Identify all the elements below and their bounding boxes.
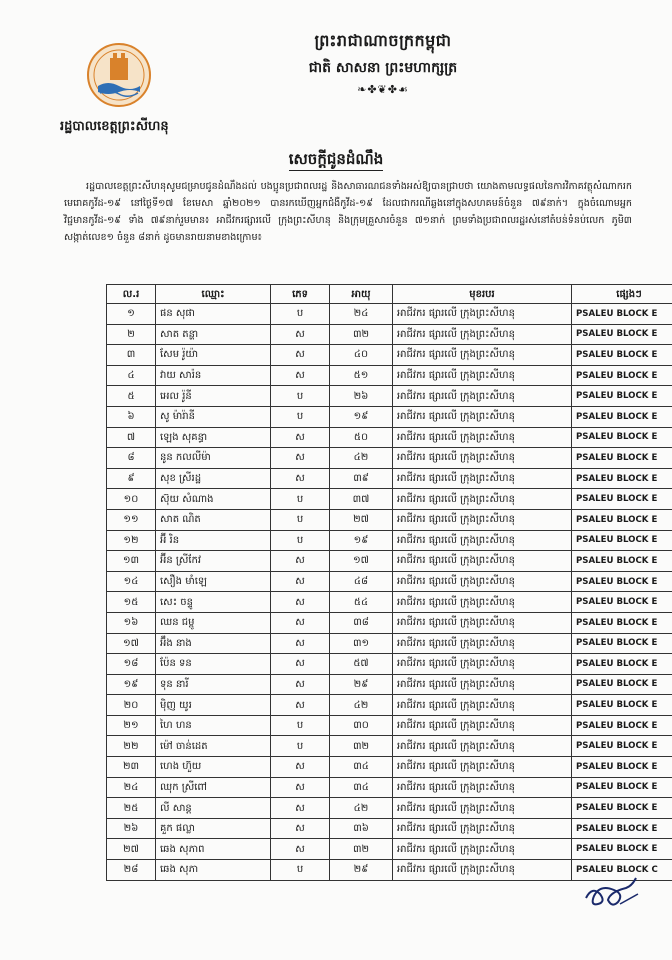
cell-other: PSALEU BLOCK E [572, 654, 672, 675]
cell-name: សាត ណិត [156, 509, 271, 530]
cell-sex: ស [271, 551, 330, 572]
cell-other: PSALEU BLOCK E [572, 551, 672, 572]
signature [580, 864, 640, 914]
cell-other: PSALEU BLOCK E [572, 509, 672, 530]
cell-occupation: អាជីវករ ផ្សារលើ ក្រុងព្រះសីហនុ [393, 798, 572, 819]
cell-occupation: អាជីវករ ផ្សារលើ ក្រុងព្រះសីហនុ [393, 304, 572, 325]
cell-occupation: អាជីវករ ផ្សារលើ ក្រុងព្រះសីហនុ [393, 674, 572, 695]
cell-no: ១៨ [107, 654, 156, 675]
cell-other: PSALEU BLOCK E [572, 839, 672, 860]
cell-age: ៤៨ [330, 571, 393, 592]
table-row [107, 612, 672, 633]
cell-age: ៣២ [330, 324, 393, 345]
cell-occupation: អាជីវករ ផ្សារលើ ក្រុងព្រះសីហនុ [393, 530, 572, 551]
cell-no: ១ [107, 304, 156, 325]
cell-no: ១៧ [107, 633, 156, 654]
cell-occupation: អាជីវករ ផ្សារលើ ក្រុងព្រះសីហនុ [393, 386, 572, 407]
cell-other: PSALEU BLOCK E [572, 715, 672, 736]
cell-other: PSALEU BLOCK E [572, 777, 672, 798]
cell-no: ១១ [107, 509, 156, 530]
kingdom-heading: ព្រះរាជាណាចក្រកម្ពុជា [314, 31, 452, 50]
cell-age: ៤២ [330, 695, 393, 716]
cell-age: ៣៤ [330, 757, 393, 778]
table-row [107, 818, 672, 839]
cell-sex: ស [271, 365, 330, 386]
table-row [107, 551, 672, 572]
cell-other: PSALEU BLOCK E [572, 798, 672, 819]
cell-name: ស៊ុយ សំណាង [156, 489, 271, 510]
cell-name: សាត តន្ហា [156, 324, 271, 345]
table-row [107, 365, 672, 386]
cell-name: អេល រ៉ូនី [156, 386, 271, 407]
cell-other: PSALEU BLOCK E [572, 406, 672, 427]
cell-name: សឿង មាំឡេ [156, 571, 271, 592]
table-row [107, 304, 672, 325]
cell-occupation: អាជីវករ ផ្សារលើ ក្រុងព្រះសីហនុ [393, 736, 572, 757]
table-row [107, 406, 672, 427]
cell-no: ២៥ [107, 798, 156, 819]
cell-age: ៣២ [330, 839, 393, 860]
cell-no: ១២ [107, 530, 156, 551]
cell-occupation: អាជីវករ ផ្សារលើ ក្រុងព្រះសីហនុ [393, 468, 572, 489]
cell-other: PSALEU BLOCK E [572, 304, 672, 325]
cell-age: ៣៨ [330, 612, 393, 633]
cell-name: សុខ ស្រីរដ្ឋ [156, 468, 271, 489]
cell-no: ១៣ [107, 551, 156, 572]
cell-sex: ប [271, 860, 330, 881]
cell-no: ២៨ [107, 860, 156, 881]
cell-sex: ស [271, 798, 330, 819]
issuing-authority: រដ្ឋបាលខេត្តព្រះសីហនុ [60, 119, 169, 134]
cell-no: ៣ [107, 345, 156, 366]
table-row [107, 448, 672, 469]
cell-age: ៥១ [330, 365, 393, 386]
cell-other: PSALEU BLOCK E [572, 757, 672, 778]
col-header-name: ឈ្មោះ [156, 285, 271, 304]
cell-occupation: អាជីវករ ផ្សារលើ ក្រុងព្រះសីហនុ [393, 345, 572, 366]
cell-sex: ស [271, 695, 330, 716]
cell-no: ៦ [107, 406, 156, 427]
cell-no: ២៣ [107, 757, 156, 778]
cell-name: សូ ម៉ារ៉ានី [156, 406, 271, 427]
cell-no: ៨ [107, 448, 156, 469]
cell-sex: ស [271, 468, 330, 489]
national-motto: ជាតិ សាសនា ព្រះមហាក្សត្រ [308, 60, 458, 76]
cell-no: ១០ [107, 489, 156, 510]
cell-age: ៣២ [330, 736, 393, 757]
cell-age: ៣៧ [330, 489, 393, 510]
cell-name: ឈុក ស្រីពៅ [156, 777, 271, 798]
cell-sex: ស [271, 324, 330, 345]
cell-name: ឈន ជម្ពូ [156, 612, 271, 633]
cell-name: ប៉ែន ទន [156, 654, 271, 675]
cell-age: ៤២ [330, 798, 393, 819]
cell-no: ៩ [107, 468, 156, 489]
cell-occupation: អាជីវករ ផ្សារលើ ក្រុងព្រះសីហនុ [393, 427, 572, 448]
cell-sex: ប [271, 386, 330, 407]
cell-sex: ស [271, 448, 330, 469]
cell-occupation: អាជីវករ ផ្សារលើ ក្រុងព្រះសីហនុ [393, 654, 572, 675]
table-header-row [107, 285, 672, 304]
cell-other: PSALEU BLOCK E [572, 489, 672, 510]
cell-age: ៣០ [330, 715, 393, 736]
cell-other: PSALEU BLOCK E [572, 530, 672, 551]
cell-name: អ៊ីន ស្រីកែវ [156, 551, 271, 572]
cell-no: ១៦ [107, 612, 156, 633]
cell-no: ១៥ [107, 592, 156, 613]
cell-occupation: អាជីវករ ផ្សារលើ ក្រុងព្រះសីហនុ [393, 509, 572, 530]
cell-sex: ស [271, 839, 330, 860]
cell-name: ឆេង សុភាព [156, 839, 271, 860]
cell-occupation: អាជីវករ ផ្សារលើ ក្រុងព្រះសីហនុ [393, 448, 572, 469]
cell-age: ៤០ [330, 345, 393, 366]
table-row [107, 530, 672, 551]
table-row [107, 509, 672, 530]
cell-sex: ប [271, 736, 330, 757]
cell-no: ៥ [107, 386, 156, 407]
cell-sex: ស [271, 757, 330, 778]
cell-other: PSALEU BLOCK E [572, 345, 672, 366]
cell-occupation: អាជីវករ ផ្សារលើ ក្រុងព្រះសីហនុ [393, 489, 572, 510]
cell-name: អ៊ី រិន [156, 530, 271, 551]
table-row [107, 324, 672, 345]
cell-other: PSALEU BLOCK E [572, 695, 672, 716]
cell-sex: ស [271, 612, 330, 633]
cell-occupation: អាជីវករ ផ្សារលើ ក្រុងព្រះសីហនុ [393, 757, 572, 778]
cell-sex: ស [271, 674, 330, 695]
table-row [107, 571, 672, 592]
cell-other: PSALEU BLOCK E [572, 592, 672, 613]
cell-other: PSALEU BLOCK E [572, 324, 672, 345]
table-row [107, 777, 672, 798]
cell-no: ២១ [107, 715, 156, 736]
cell-age: ៤២ [330, 448, 393, 469]
cell-no: ២៦ [107, 818, 156, 839]
cell-sex: ប [271, 530, 330, 551]
cell-age: ១៩ [330, 530, 393, 551]
cell-name: ម៉ិញ យូរ [156, 695, 271, 716]
cell-no: ២២ [107, 736, 156, 757]
cell-age: ៣៦ [330, 818, 393, 839]
cell-occupation: អាជីវករ ផ្សារលើ ក្រុងព្រះសីហនុ [393, 839, 572, 860]
cell-occupation: អាជីវករ ផ្សារលើ ក្រុងព្រះសីហនុ [393, 860, 572, 881]
case-table [106, 284, 672, 881]
cell-other: PSALEU BLOCK E [572, 736, 672, 757]
table-row [107, 592, 672, 613]
provincial-logo [86, 42, 152, 108]
cell-age: ៥៤ [330, 592, 393, 613]
table-row [107, 654, 672, 675]
table-row [107, 736, 672, 757]
cell-occupation: អាជីវករ ផ្សារលើ ក្រុងព្រះសីហនុ [393, 551, 572, 572]
cell-name: ហេង ហ៊ួយ [156, 757, 271, 778]
cell-occupation: អាជីវករ ផ្សារលើ ក្រុងព្រះសីហនុ [393, 633, 572, 654]
cell-no: ២ [107, 324, 156, 345]
table-row [107, 839, 672, 860]
cell-age: ៥០ [330, 427, 393, 448]
cell-other: PSALEU BLOCK E [572, 386, 672, 407]
cell-sex: ប [271, 489, 330, 510]
cell-no: ២៧ [107, 839, 156, 860]
cell-occupation: អាជីវករ ផ្សារលើ ក្រុងព្រះសីហនុ [393, 406, 572, 427]
cell-sex: ប [271, 715, 330, 736]
cell-occupation: អាជីវករ ផ្សារលើ ក្រុងព្រះសីហនុ [393, 777, 572, 798]
cell-age: ៥៧ [330, 654, 393, 675]
cell-other: PSALEU BLOCK E [572, 365, 672, 386]
cell-name: ឡេង សុគន្ធា [156, 427, 271, 448]
table-row [107, 468, 672, 489]
cell-other: PSALEU BLOCK E [572, 427, 672, 448]
cell-name: វាយ សារ៉ន [156, 365, 271, 386]
table-body [107, 304, 672, 881]
table-row [107, 345, 672, 366]
table-row [107, 695, 672, 716]
col-header-other: ផ្សេងៗ [572, 285, 672, 304]
cell-name: ឆេង សុភា [156, 860, 271, 881]
cell-no: ១៩ [107, 674, 156, 695]
col-header-age: អាយុ [330, 285, 393, 304]
cell-occupation: អាជីវករ ផ្សារលើ ក្រុងព្រះសីហនុ [393, 571, 572, 592]
cell-sex: ប [271, 406, 330, 427]
cell-sex: ស [271, 345, 330, 366]
cell-age: ២៤ [330, 304, 393, 325]
table-row [107, 715, 672, 736]
cell-name: នូន កលលីម៉ា [156, 448, 271, 469]
table-row [107, 427, 672, 448]
cell-sex: ស [271, 777, 330, 798]
cell-name: អ៊ឹង នាង [156, 633, 271, 654]
cell-sex: ប [271, 509, 330, 530]
cell-no: ២០ [107, 695, 156, 716]
cell-age: ៣១ [330, 633, 393, 654]
cell-name: លី សាន្ត [156, 798, 271, 819]
cell-other: PSALEU BLOCK E [572, 468, 672, 489]
cell-occupation: អាជីវករ ផ្សារលើ ក្រុងព្រះសីហនុ [393, 324, 572, 345]
cell-occupation: អាជីវករ ផ្សារលើ ក្រុងព្រះសីហនុ [393, 365, 572, 386]
cell-other: PSALEU BLOCK E [572, 612, 672, 633]
cell-no: ២៤ [107, 777, 156, 798]
cell-sex: ស [271, 427, 330, 448]
cell-other: PSALEU BLOCK C [572, 860, 672, 881]
ornament-divider: ❧✤❦✤☙ [357, 83, 409, 96]
table-row [107, 633, 672, 654]
letterhead [238, 30, 528, 96]
table-row [107, 798, 672, 819]
cell-other: PSALEU BLOCK E [572, 571, 672, 592]
cell-no: ៧ [107, 427, 156, 448]
cell-no: ១៤ [107, 571, 156, 592]
cell-other: PSALEU BLOCK E [572, 448, 672, 469]
cell-other: PSALEU BLOCK E [572, 633, 672, 654]
cell-occupation: អាជីវករ ផ្សារលើ ក្រុងព្រះសីហនុ [393, 612, 572, 633]
document-title [0, 150, 672, 172]
col-header-sex: ភេទ [271, 285, 330, 304]
cell-no: ៤ [107, 365, 156, 386]
col-header-no: ល.រ [107, 285, 156, 304]
table-row [107, 674, 672, 695]
cell-sex: ស [271, 818, 330, 839]
cell-age: ១៧ [330, 551, 393, 572]
cell-age: ២៦ [330, 386, 393, 407]
cell-age: ២៩ [330, 674, 393, 695]
cell-sex: ស [271, 571, 330, 592]
cell-occupation: អាជីវករ ផ្សារលើ ក្រុងព្រះសីហនុ [393, 695, 572, 716]
cell-name: ទុន នារី [156, 674, 271, 695]
cell-occupation: អាជីវករ ផ្សារលើ ក្រុងព្រះសីហនុ [393, 715, 572, 736]
document-title-text: សេចក្តីជូនដំណឹង [289, 150, 383, 171]
cell-sex: ស [271, 592, 330, 613]
cell-age: ២៩ [330, 860, 393, 881]
cell-occupation: អាជីវករ ផ្សារលើ ក្រុងព្រះសីហនុ [393, 818, 572, 839]
cell-occupation: អាជីវករ ផ្សារលើ ក្រុងព្រះសីហនុ [393, 592, 572, 613]
table-row [107, 757, 672, 778]
table-row [107, 386, 672, 407]
cell-name: ម៉ៅ ចាន់ដេត [156, 736, 271, 757]
cell-sex: ស [271, 654, 330, 675]
cell-age: ៣៩ [330, 468, 393, 489]
cell-sex: ប [271, 304, 330, 325]
cell-age: ៣៤ [330, 777, 393, 798]
cell-age: ១៩ [330, 406, 393, 427]
cell-name: ហៃ ហន [156, 715, 271, 736]
cell-name: ផន សុផា [156, 304, 271, 325]
cell-other: PSALEU BLOCK E [572, 674, 672, 695]
cell-name: សេះ ចន្ទូ [156, 592, 271, 613]
table-row [107, 489, 672, 510]
cell-other: PSALEU BLOCK E [572, 818, 672, 839]
cell-name: សែម រ៉ូយ៉ា [156, 345, 271, 366]
cell-sex: ស [271, 633, 330, 654]
col-header-occupation: មុខរបរ [393, 285, 572, 304]
intro-paragraph: រដ្ឋបាលខេត្តព្រះសីហនុសូមជម្រាបជូនដំណឹងដល់ បងប្អូនប្រជាពលរដ្ឋ និងសាធារណជនទាំងអស់ឱ្យបានជ្រាបថា យោងតាមលទ្ធផលនៃការវិភាគវត្ថុសំណាករកមេរោគកូវីដ-១៩ នៅថ្ងៃទី១៧ ខែមេសា ឆ្នាំ២០២១ បានរកឃើញអ្នកជំងឺកូវីដ-១៩ ដែលជាករណីឆ្លងនៅក្នុងសហគមន៍ចំនួន ៧៩នាក់។ ក្នុងចំណោមអ្នកវិជ្ជមានកូវីដ-១៩ ទាំង ៧៩នាក់រួមមាន៖ អាជីវករផ្សារលើ ក្រុងព្រះសីហនុ និងក្រុមគ្រួសារចំនួន ៧១នាក់ ព្រមទាំងប្រជាពលរដ្ឋរស់នៅតំបន់ទំនប់លេក ភូមិ៣ សង្កាត់លេខ១ ចំនួន ៨នាក់ ដូចមានរាយនាមខាងក្រោម៖ [64, 181, 632, 243]
cell-age: ២៧ [330, 509, 393, 530]
cell-name: គួក ផល្លា [156, 818, 271, 839]
